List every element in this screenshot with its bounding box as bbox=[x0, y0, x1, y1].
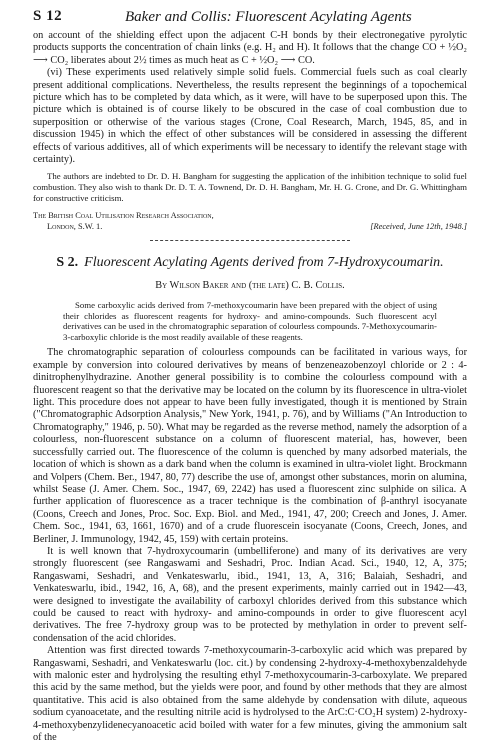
page-header bbox=[33, 8, 467, 30]
affiliation-line: London, S.W. 1. bbox=[47, 221, 103, 231]
acknowledgement: The authors are indebted to Dr. D. H. Bangham for suggesting the application of the inhibition technique to solid fuel combustion. They also wish to thank Dr. D. T. A. Townend, Dr. D. H. Bangham, Mr. H. G. Crone, and Dr. G. Whittingham for constructive criticism. bbox=[33, 171, 467, 203]
paper-title-text: Fluorescent Acylating Agents derived from 7-Hydroxycoumarin. bbox=[84, 255, 444, 271]
paper-title bbox=[33, 255, 467, 271]
byline: By Wilson Baker and (the late) C. B. Collis. bbox=[155, 280, 345, 292]
body-paragraph: The chromatographic separation of colourless compounds can be facilitated in various ways, for example by conversion into coloured derivatives by means of benzeneazobenzoyl chloride or 2 : 4-dinitrophenylhydrazine. Another general possibility is to combine the colourless compound with a fluorescent reagent so that the derivative may be located on the column by its fluorescence in ultra-violet light. This procedure does not appear to have been fully investigated, though it is mentioned by Strain ("Chromatographic Adsorption Analysis," New York, 1941, p. 76), and by Williams ("An Introduction to Chromatography," 1946, p. 50). What may be regarded as the reverse method, namely the adsorption of a colourless, non-fluorescent substance on a column of fluorescent material, has, however, been successfully carried out. The fluorescence of the column is quenched by many adsorbed materials, the location of which is shown as a dark band when the column is examined in ultra-violet light. Brockmann and Volpers (Chem. Ber., 1947, 80, 77) describe the use of, amongst other substances, morin on alumina, whilst Sease (J. Amer. Chem. Soc., 1947, 69, 2242) has used a fluorescent zinc sulphide on silica. A further application of fluorescence as a tracer technique is the combination of β-anthryl isocyanate (Coons, Creech and Jones, Proc. Soc. Exp. Biol. and Med., 1941, 47, 200; Creech and Jones, J. Amer. Chem. Soc., 1941, 63, 1661, 1670) and of a crude fluorescein isocyanate (Coons, Creech, Jones, and Berliner, J. Immunology, 1942, 45, 159) with certain proteins. bbox=[33, 347, 467, 545]
affiliation-row bbox=[33, 211, 467, 232]
received-date: [Received, June 12th, 1948.] bbox=[370, 221, 467, 231]
prev-paper-paragraph: (vi) These experiments used relatively simple solid fuels. Commercial fuels such as coal clearly present additional complications. Nevertheless, the results represent the beginnings of a topochemical picture which has to be completed by data which, as it were, will have to be superposed upon this. The picture which is obtained is of course likely to be obscured in the case of coal combustion due to superposition or otherwise of the various stages (Crone, Coal Research, March, 1945, 85, and in discussion 1945) in which the effect of other substances will be considered in assessing the different effects of various additives, all of which experiments will be necessary to identify the relevant stage with certainty). bbox=[33, 67, 467, 166]
paper-number: S 2. bbox=[56, 255, 79, 271]
prev-paper-paragraph: on account of the shielding effect upon the adjacent C-H bonds by their electronegative pyrolytic products supports the concentration of chain links (e.g. H₂ and H). It follows that the change CO + ½O₂ ⟶ CO₂ liberates about 2½ times as much heat as C + ½O₂ ⟶ CO. bbox=[33, 30, 467, 66]
body-paragraph: It is well known that 7-hydroxycoumarin (umbelliferone) and many of its derivatives are very strongly fluorescent (see Rangaswami and Seshadri, Proc. Indian Acad. Sci., 1940, 12, A, 375; Rangaswami, Seshadri, and Venkateswarlu, ibid., 1941, 13, A, 316; Balaiah, Seshadri, and Venkateswarlu, ibid., 1942, 16, A, 68), and the present experiments, mainly carried out in 1942—43, were designed to investigate the availability of carboxyl chlorides derived from this substance which could be caused to react with hydroxy- and amino-compounds in order to give fluorescent acyl derivatives. The free 7-hydroxy group was to be protected by methylation in order to prevent self-condensation of the acid chlorides. bbox=[33, 545, 467, 644]
affiliation-line: The British Coal Utilisation Research Association, bbox=[33, 211, 214, 221]
section-divider bbox=[150, 240, 350, 241]
body-paragraph: Attention was first directed towards 7-methoxycoumarin-3-carboxylic acid which was prepared by Rangaswami, Seshadri, and Venkateswarlu (loc. cit.) by condensing 2-hydroxy-4-methoxybenzaldehyde with malonic ester and hydrolysing the resulting ethyl 7-methoxycoumarin-3-carboxylate. We prepared this acid by the same method, but the yields were poor, and found by other methods that they are almost quantitative. This acid is also obtained from the same aldehyde by condensation with dilute, aqueous sodium cyanoacetate, and the resulting nitrile acid is hydrolysed to the ArC:C·CO₂H system) 2-hydroxy-4-methoxybenzylidenecyanoacetic acid boiled with water for a few minutes, giving the ammonium salt of the bbox=[33, 645, 467, 744]
running-title: Baker and Collis: Fluorescent Acylating Agents bbox=[125, 9, 412, 25]
page-number: S 12 bbox=[33, 8, 63, 24]
abstract: Some carboxylic acids derived from 7-methoxycoumarin have been prepared with the object of using their chlorides as fluorescent reagents for hydroxy- and amino-compounds. Such fluorescent acyl derivatives can be used in the chromatographic separation of colourless compounds. 7-Methoxycoumarin-3-carboxylic chloride is the most readily available of these reagents. bbox=[63, 300, 437, 342]
affiliation bbox=[33, 211, 214, 232]
